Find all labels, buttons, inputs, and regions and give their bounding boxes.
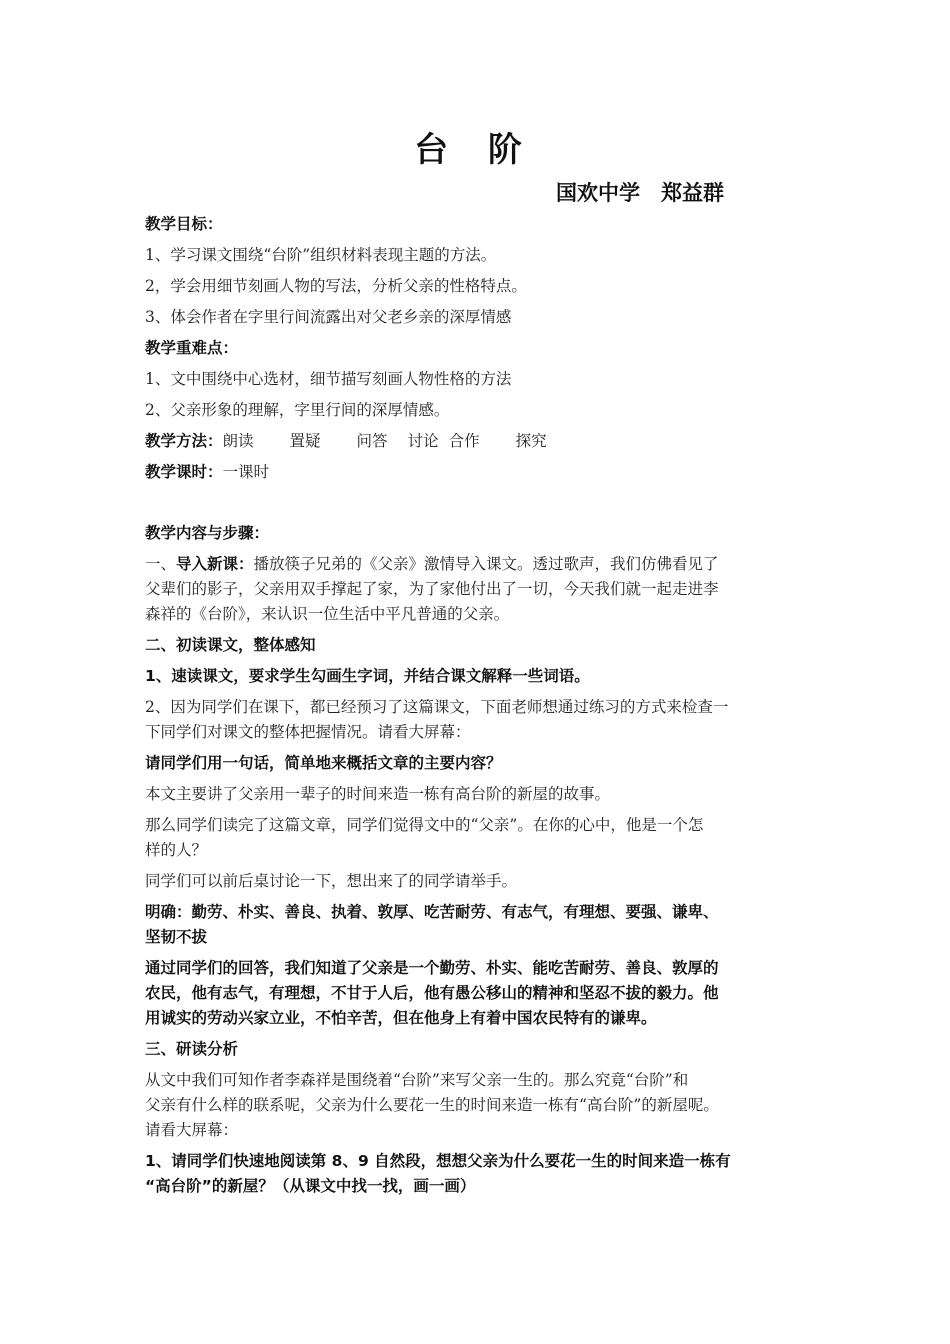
method-item: 问答 xyxy=(356,432,388,450)
intro-text: 父辈们的影子，父亲用双手撑起了家，为了家他付出了一切，今天我们就一起走进李 xyxy=(145,580,719,598)
question-2: 那么同学们读完了这篇文章，同学们觉得文中的“父亲”。在你的心中，他是一个怎 xyxy=(145,816,704,834)
intro-prefix: 一、 xyxy=(145,555,177,573)
key-points-label: 教学重难点： xyxy=(145,339,239,357)
intro-text: 森祥的《台阶》，来认识一位生活中平凡普通的父亲。 xyxy=(145,605,510,623)
goal-item: 3、体会作者在字里行间流露出对父老乡亲的深厚情感 xyxy=(145,308,512,326)
method-item: 探究 xyxy=(515,432,547,450)
s3-text: 从文中我们可知作者李森祥是围绕着“台阶”来写父亲一生的。那么究竟“台阶”和 xyxy=(145,1071,689,1089)
method-label: 教学方法： xyxy=(145,432,223,450)
summary-text: 通过同学们的回答，我们知道了父亲是一个勤劳、朴实、能吃苦耐劳、善良、敦厚的 xyxy=(145,959,719,977)
method-item: 讨论 xyxy=(407,432,439,450)
s3-question-1: 1、请同学们快速地阅读第 8、9 自然段，想想父亲为什么要花一生的时间来造一栋有 xyxy=(145,1152,731,1170)
method-item: 朗读 xyxy=(222,432,254,450)
method-line xyxy=(145,429,810,454)
summary-text: 农民，他有志气，有理想，不甘于人后，他有愚公移山的精神和坚忍不拔的毅力。他 xyxy=(145,984,719,1002)
s2-item-2: 2、因为同学们在课下，都已经预习了这篇课文，下面老师想通过练习的方式来检查一 xyxy=(145,698,729,716)
s2-item-2: 下同学们对课文的整体把握情况。请看大屏幕： xyxy=(145,723,471,741)
doc-author: 国欢中学 郑益群 xyxy=(556,181,724,205)
hours-label: 教学课时： xyxy=(145,463,223,481)
section-heading-3: 三、研读分析 xyxy=(145,1040,239,1058)
intro-text: 播放筷子兄弟的《父亲》激情导入课文。透过歌声，我们仿佛看见了 xyxy=(253,555,719,573)
summary-text: 用诚实的劳动兴家立业，不怕辛苦，但在他身上有着中国农民特有的谦卑。 xyxy=(145,1009,657,1027)
answer-1: 本文主要讲了父亲用一辈子的时间来造一栋有高台阶的新屋的故事。 xyxy=(145,785,611,803)
hours-value: 一课时 xyxy=(222,463,270,481)
clarify-text: 坚韧不拔 xyxy=(145,928,208,946)
s3-question-1: “高台阶”的新屋？（从课文中找一找，画一画） xyxy=(145,1177,476,1195)
goal-item: 2，学会用细节刻画人物的写法，分析父亲的性格特点。 xyxy=(145,277,527,295)
s3-text: 父亲有什么样的联系呢，父亲为什么要花一生的时间来造一栋有“高台阶”的新屋呢。 xyxy=(145,1096,719,1114)
question-1: 请同学们用一句话，简单地来概括文章的主要内容？ xyxy=(145,754,502,772)
discuss-text: 同学们可以前后桌讨论一下，想出来了的同学请举手。 xyxy=(145,872,518,890)
doc-title: 台 阶 xyxy=(414,130,536,170)
s2-item-1: 1、速读课文，要求学生勾画生字词，并结合课文解释一些词语。 xyxy=(145,667,590,685)
key-point-item: 1、文中围绕中心选材，细节描写刻画人物性格的方法 xyxy=(145,370,512,388)
intro-label: 导入新课： xyxy=(176,555,254,573)
hours-line xyxy=(145,460,810,485)
section-heading-2: 二、初读课文，整体感知 xyxy=(145,636,316,654)
content-label: 教学内容与步骤： xyxy=(145,524,270,542)
key-point-item: 2、父亲形象的理解，字里行间的深厚情感。 xyxy=(145,401,450,419)
goal-item: 1、学习课文围绕“台阶”组织材料表现主题的方法。 xyxy=(145,246,497,264)
method-item: 合作 xyxy=(448,432,480,450)
question-2: 样的人？ xyxy=(145,841,208,859)
goals-label: 教学目标： xyxy=(145,215,223,233)
method-item: 置疑 xyxy=(289,432,321,450)
s3-text: 请看大屏幕： xyxy=(145,1121,239,1139)
clarify-text: 明确：勤劳、朴实、善良、执着、敦厚、吃苦耐劳、有志气，有理想、要强、谦卑、 xyxy=(145,903,719,921)
intro-line xyxy=(145,552,810,577)
